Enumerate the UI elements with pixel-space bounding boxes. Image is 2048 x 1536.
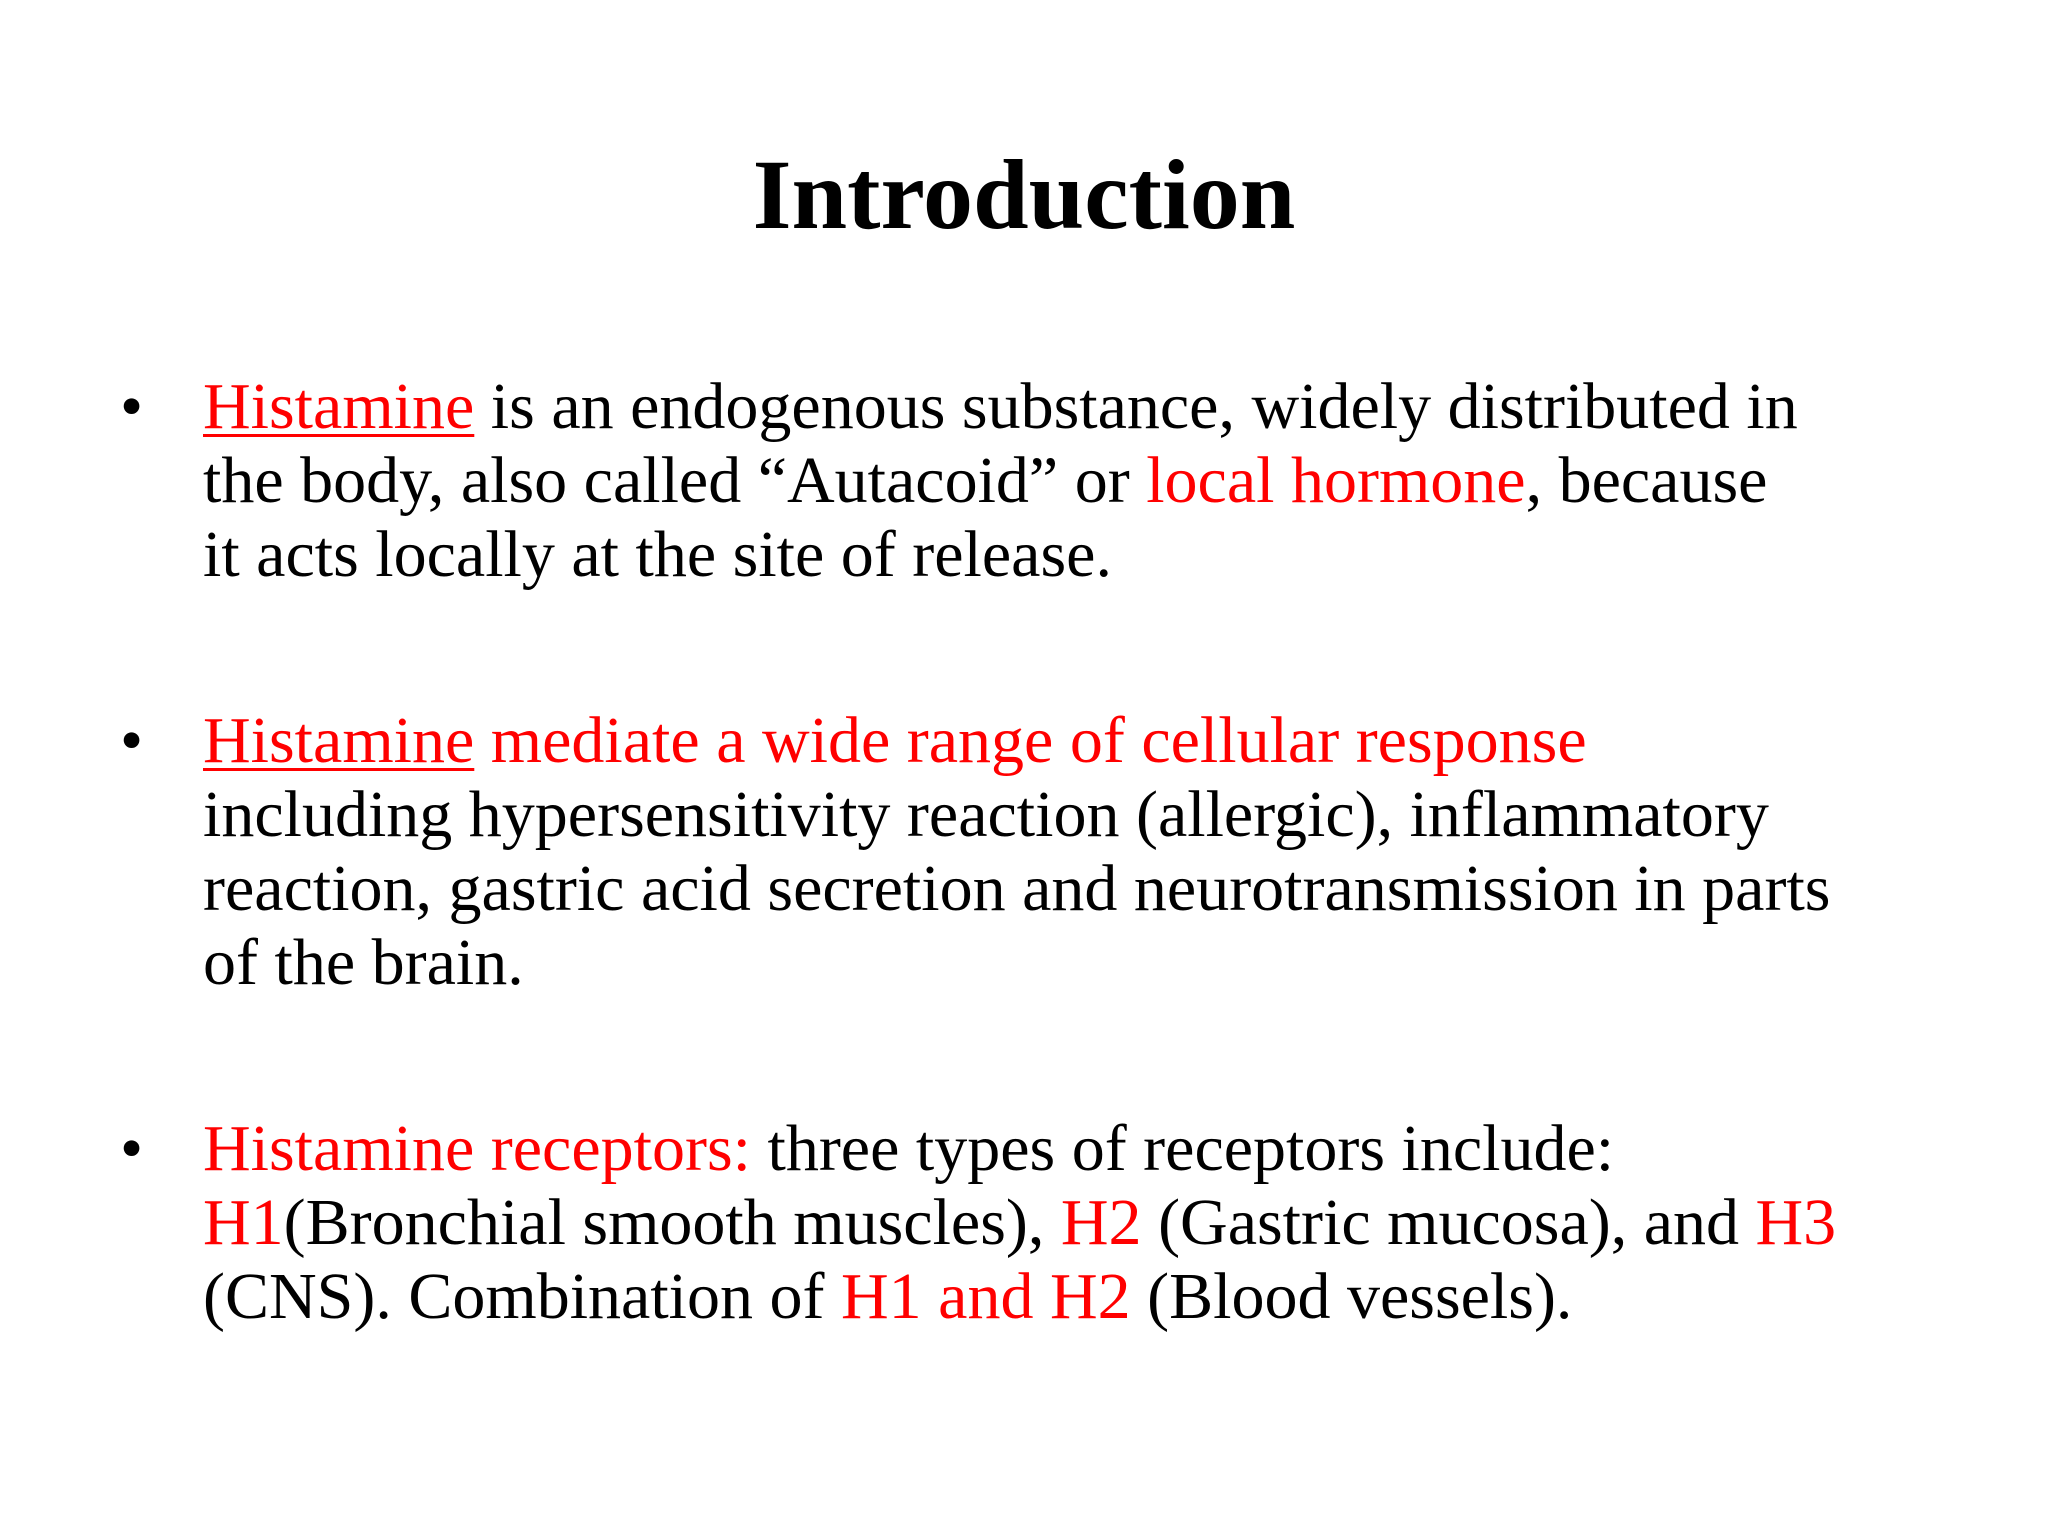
text-line <box>203 1112 1963 1186</box>
text-line <box>203 444 1963 518</box>
highlight-text: H1 <box>203 1186 284 1259</box>
text-span: the body, also called “Autacoid” or <box>203 444 1147 517</box>
highlight-text: Histamine receptors: <box>203 1112 751 1185</box>
text-span: it acts locally at the site of release. <box>203 518 1112 591</box>
histamine-link: Histamine <box>203 370 475 443</box>
bullet-marker: • <box>120 370 144 443</box>
bullet-text <box>203 704 1963 1000</box>
text-line <box>203 1260 1963 1334</box>
bullet-text <box>203 1112 1963 1334</box>
text-line <box>203 852 1963 926</box>
bullet-marker: • <box>120 1112 144 1185</box>
text-span: reaction, gastric acid secretion and neurotransmission in parts <box>203 852 1831 925</box>
text-span: three types of receptors include: <box>750 1112 1615 1185</box>
text-line <box>203 778 1963 852</box>
highlight-text: H2 <box>1060 1186 1142 1259</box>
highlight-text: H3 <box>1755 1186 1837 1259</box>
text-line <box>203 370 1963 444</box>
text-span: (CNS). Combination of <box>203 1260 841 1333</box>
highlight-text: H1 and H2 <box>841 1260 1131 1333</box>
slide-title: Introduction <box>752 139 1296 250</box>
highlight-text: mediate a wide range of cellular response <box>474 704 1587 777</box>
bullet-marker: • <box>120 704 144 777</box>
text-line <box>203 926 1963 1000</box>
text-span: (Blood vessels). <box>1130 1260 1573 1333</box>
text-span: (Gastric mucosa), and <box>1141 1186 1756 1259</box>
text-line <box>203 518 1963 592</box>
histamine-link: Histamine <box>203 704 475 777</box>
bullet-text <box>203 370 1963 592</box>
text-line <box>203 1186 1963 1260</box>
highlight-text: local hormone <box>1146 444 1526 517</box>
text-span: including hypersensitivity reaction (allergic), inflammatory <box>203 778 1769 851</box>
text-line <box>203 704 1963 778</box>
text-span: , because <box>1525 444 1768 517</box>
text-span: of the brain. <box>203 926 524 999</box>
text-span: (Bronchial smooth muscles), <box>283 1186 1061 1259</box>
text-span: is an endogenous substance, widely distributed in <box>474 370 1798 443</box>
